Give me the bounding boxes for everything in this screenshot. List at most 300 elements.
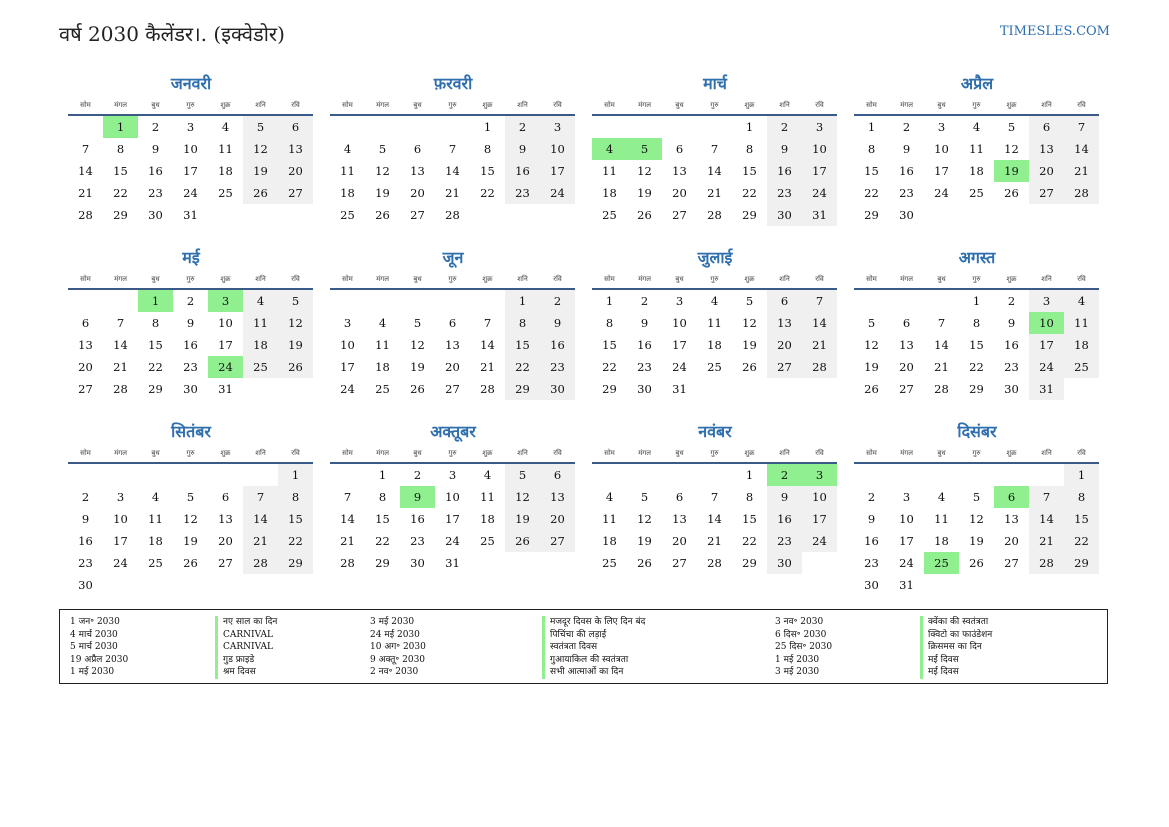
day-cell: 6	[675, 142, 684, 156]
day-cell: 17	[672, 338, 687, 352]
weekday-label: शनि	[1041, 275, 1052, 283]
day-cell: 31	[218, 382, 233, 396]
day-cell: 29	[742, 208, 757, 222]
day-cell: 6	[221, 490, 230, 504]
day-cell: 25	[340, 208, 355, 222]
day-cell: 11	[602, 164, 617, 178]
day-cell: 27	[445, 382, 460, 396]
day-cell: 28	[113, 382, 128, 396]
day-cell: 11	[480, 490, 495, 504]
day-cell: 3	[902, 490, 911, 504]
day-cell: 9	[151, 142, 160, 156]
day-cell: 11	[218, 142, 233, 156]
day-cell: 23	[148, 186, 163, 200]
day-cell: 28	[1064, 182, 1099, 204]
day-cell: 8	[505, 312, 540, 334]
weekday-label: शनि	[517, 449, 528, 457]
weekday-label: सोम	[604, 101, 615, 109]
day-cell: 19	[637, 186, 652, 200]
day-cell: 15	[480, 164, 495, 178]
empty-cell	[173, 574, 208, 596]
day-cell: 20	[1029, 160, 1064, 182]
day-cell: 8	[605, 316, 614, 330]
day-cell: 2	[413, 468, 422, 482]
empty-cell	[697, 116, 732, 138]
empty-cell	[138, 574, 173, 596]
weekday-label: गुरु	[186, 449, 195, 457]
weekday-label: मंगल	[114, 101, 127, 109]
day-cell: 22	[113, 186, 128, 200]
day-cell: 1	[505, 290, 540, 312]
empty-cell	[435, 290, 470, 312]
day-cell: 16	[767, 508, 802, 530]
day-cell: 26	[864, 382, 879, 396]
day-cell: 2	[640, 294, 649, 308]
empty-cell	[435, 116, 470, 138]
day-cell: 29	[375, 556, 390, 570]
day-cell: 3	[802, 464, 837, 486]
day-cell: 27	[540, 530, 575, 552]
day-cell: 7	[116, 316, 125, 330]
holiday-name: क्रिसमस का दिन	[928, 642, 982, 652]
day-cell: 17	[183, 164, 198, 178]
day-cell: 5	[413, 316, 422, 330]
week-row	[592, 464, 837, 486]
month-block	[68, 72, 314, 226]
day-cell: 5	[972, 490, 981, 504]
day-cell: 10	[218, 316, 233, 330]
day-cell: 6	[902, 316, 911, 330]
month-block	[592, 72, 838, 226]
day-cell: 22	[278, 530, 313, 552]
holiday-date: 10 अग॰ 2030	[370, 642, 426, 652]
weekday-label: शनि	[255, 449, 266, 457]
day-cell: 29	[113, 208, 128, 222]
empty-cell	[243, 378, 278, 400]
week-row	[592, 530, 837, 552]
weekday-label: गुरु	[710, 101, 719, 109]
day-cell: 12	[410, 338, 425, 352]
empty-cell	[889, 290, 924, 312]
day-cell: 24	[113, 556, 128, 570]
day-cell: 26	[243, 182, 278, 204]
day-cell: 25	[375, 382, 390, 396]
day-cell: 22	[148, 360, 163, 374]
month-title: अगस्त	[958, 248, 996, 267]
day-cell: 7	[243, 486, 278, 508]
day-cell: 10	[183, 142, 198, 156]
day-cell: 3	[1029, 290, 1064, 312]
day-cell: 30	[410, 556, 425, 570]
day-cell: 3	[675, 294, 684, 308]
day-cell: 20	[410, 186, 425, 200]
week-row	[330, 334, 575, 356]
day-cell: 2	[151, 120, 160, 134]
weekday-label: रवि	[815, 275, 824, 283]
week-row	[854, 574, 1099, 596]
month-title: मार्च	[703, 74, 727, 93]
weekday-label: गुरु	[972, 449, 981, 457]
day-cell: 17	[899, 534, 914, 548]
day-cell: 14	[445, 164, 460, 178]
empty-cell	[959, 204, 994, 226]
empty-cell	[592, 464, 627, 486]
day-cell: 30	[767, 204, 802, 226]
day-cell: 23	[637, 360, 652, 374]
day-cell: 14	[1064, 138, 1099, 160]
day-cell: 14	[113, 338, 128, 352]
week-row	[592, 356, 837, 378]
holiday-name: स्वतंत्रता दिवस	[550, 642, 598, 652]
day-cell: 11	[602, 512, 617, 526]
weekday-label: बुध	[937, 101, 946, 109]
empty-cell	[103, 290, 138, 312]
page-title: वर्ष 2030 कैलेंडर।. (इक्वेडोर)	[59, 22, 285, 46]
week-row	[854, 486, 1099, 508]
day-cell: 19	[994, 160, 1029, 182]
holiday-list	[59, 609, 1108, 684]
day-cell: 5	[627, 138, 662, 160]
weekday-label: रवि	[291, 101, 300, 109]
empty-cell	[208, 464, 243, 486]
day-cell: 29	[602, 382, 617, 396]
week-row	[592, 116, 837, 138]
empty-cell	[103, 574, 138, 596]
empty-cell	[924, 464, 959, 486]
day-cell: 9	[867, 512, 876, 526]
week-row	[68, 378, 313, 400]
day-cell: 4	[378, 316, 387, 330]
day-cell: 11	[969, 142, 984, 156]
day-cell: 16	[78, 534, 93, 548]
weekday-label: रवि	[553, 275, 562, 283]
day-cell: 23	[767, 530, 802, 552]
day-cell: 2	[505, 116, 540, 138]
weekday-header	[68, 270, 313, 290]
week-row	[592, 486, 837, 508]
day-cell: 10	[934, 142, 949, 156]
empty-cell	[103, 464, 138, 486]
empty-cell	[697, 464, 732, 486]
empty-cell	[243, 204, 278, 226]
holiday-name: मजदूर दिवस के लिए दिन बंद	[550, 617, 646, 627]
day-cell: 21	[802, 334, 837, 356]
empty-cell	[924, 290, 959, 312]
day-cell: 18	[375, 360, 390, 374]
day-cell: 21	[1064, 160, 1099, 182]
day-cell: 10	[672, 316, 687, 330]
day-cell: 2	[767, 464, 802, 486]
day-cell: 17	[802, 508, 837, 530]
day-cell: 12	[637, 512, 652, 526]
holiday-name: मई दिवस	[928, 654, 959, 665]
day-cell: 14	[707, 512, 722, 526]
holiday-date: 6 दिस॰ 2030	[775, 629, 827, 640]
day-cell: 7	[710, 490, 719, 504]
day-cell: 15	[505, 334, 540, 356]
day-cell: 6	[994, 486, 1029, 508]
day-cell: 4	[937, 490, 946, 504]
day-cell: 20	[672, 186, 687, 200]
weekday-label: मंगल	[638, 449, 651, 457]
weekday-label: बुध	[675, 275, 684, 283]
empty-cell	[802, 378, 837, 400]
day-cell: 9	[767, 486, 802, 508]
day-cell: 28	[934, 382, 949, 396]
holiday-name: गुआयाकिल की स्वतंत्रता	[550, 654, 629, 665]
empty-cell	[1064, 378, 1099, 400]
week-row	[330, 204, 575, 226]
day-cell: 26	[410, 382, 425, 396]
day-cell: 18	[480, 512, 495, 526]
weekday-label: शनि	[517, 275, 528, 283]
day-cell: 30	[767, 552, 802, 574]
day-cell: 27	[218, 556, 233, 570]
day-cell: 23	[183, 360, 198, 374]
day-cell: 9	[1007, 316, 1016, 330]
weekday-label: शनि	[779, 275, 790, 283]
day-cell: 10	[802, 486, 837, 508]
day-cell: 22	[864, 186, 879, 200]
day-cell: 28	[1029, 552, 1064, 574]
day-cell: 21	[340, 534, 355, 548]
day-cell: 10	[113, 512, 128, 526]
weekday-label: बुध	[151, 449, 160, 457]
weekday-label: बुध	[151, 275, 160, 283]
day-cell: 6	[81, 316, 90, 330]
day-cell: 27	[672, 208, 687, 222]
day-cell: 30	[78, 578, 93, 592]
day-cell: 10	[340, 338, 355, 352]
holiday-name: नए साल का दिन	[223, 617, 278, 627]
day-cell: 28	[802, 356, 837, 378]
day-cell: 5	[378, 142, 387, 156]
weekday-label: सोम	[80, 449, 91, 457]
weekday-header	[592, 96, 837, 116]
weekday-label: गुरु	[972, 101, 981, 109]
holiday-name: पिचिंचा की लड़ाई	[550, 629, 607, 640]
site-link[interactable]: TIMESLES.COM	[999, 24, 1110, 39]
day-cell: 16	[540, 334, 575, 356]
day-cell: 26	[637, 208, 652, 222]
month-block	[330, 72, 576, 226]
weekday-label: बुध	[151, 101, 160, 109]
weekday-label: शुक्र	[482, 449, 493, 457]
day-cell: 11	[934, 512, 949, 526]
day-cell: 2	[902, 120, 911, 134]
holiday-date: 1 मई 2030	[775, 654, 820, 665]
empty-cell	[802, 552, 837, 574]
holiday-name: CARNIVAL	[223, 629, 273, 640]
day-cell: 12	[742, 316, 757, 330]
day-cell: 24	[802, 530, 837, 552]
day-cell: 2	[540, 290, 575, 312]
empty-cell	[697, 378, 732, 400]
day-cell: 12	[278, 312, 313, 334]
weekday-label: मंगल	[376, 449, 389, 457]
day-cell: 19	[864, 360, 879, 374]
month-block	[854, 246, 1100, 400]
day-cell: 17	[934, 164, 949, 178]
day-cell: 15	[602, 338, 617, 352]
day-cell: 9	[640, 316, 649, 330]
day-cell: 9	[540, 312, 575, 334]
weekday-header	[854, 96, 1099, 116]
week-row	[592, 160, 837, 182]
weekday-label: सोम	[866, 449, 877, 457]
day-cell: 24	[208, 356, 243, 378]
weekday-label: बुध	[413, 101, 422, 109]
holiday-date: 1 मई 2030	[70, 667, 115, 677]
day-cell: 17	[113, 534, 128, 548]
day-cell: 4	[243, 290, 278, 312]
day-cell: 23	[1004, 360, 1019, 374]
day-cell: 13	[899, 338, 914, 352]
weekday-header	[68, 96, 313, 116]
day-cell: 25	[218, 186, 233, 200]
day-cell: 9	[400, 486, 435, 508]
week-row	[592, 138, 837, 160]
day-cell: 6	[413, 142, 422, 156]
weekday-label: रवि	[553, 101, 562, 109]
holiday-names-column	[542, 616, 645, 679]
day-cell: 19	[969, 534, 984, 548]
week-row	[854, 160, 1099, 182]
empty-cell	[278, 378, 313, 400]
week-row	[854, 378, 1099, 400]
week-row	[68, 334, 313, 356]
day-cell: 27	[767, 356, 802, 378]
week-row	[854, 116, 1099, 138]
weekday-label: गुरु	[186, 101, 195, 109]
day-cell: 19	[637, 534, 652, 548]
holiday-date: 24 मई 2030	[370, 629, 420, 640]
month-title: मई	[182, 248, 200, 267]
day-cell: 24	[672, 360, 687, 374]
day-cell: 22	[742, 186, 757, 200]
weekday-label: शुक्र	[744, 449, 755, 457]
day-cell: 14	[707, 164, 722, 178]
day-cell: 29	[505, 378, 540, 400]
week-row	[330, 530, 575, 552]
week-row	[68, 552, 313, 574]
day-cell: 7	[343, 490, 352, 504]
month-block	[592, 420, 838, 574]
empty-cell	[662, 116, 697, 138]
weekday-label: बुध	[413, 449, 422, 457]
weekday-label: शुक्र	[482, 275, 493, 283]
week-row	[592, 508, 837, 530]
week-row	[592, 290, 837, 312]
day-cell: 18	[243, 334, 278, 356]
day-cell: 23	[505, 182, 540, 204]
day-cell: 18	[1064, 334, 1099, 356]
day-cell: 3	[343, 316, 352, 330]
day-cell: 22	[1064, 530, 1099, 552]
day-cell: 8	[378, 490, 387, 504]
day-cell: 7	[710, 142, 719, 156]
day-cell: 17	[340, 360, 355, 374]
day-cell: 11	[148, 512, 163, 526]
week-row	[854, 334, 1099, 356]
week-row	[68, 160, 313, 182]
day-cell: 1	[138, 290, 173, 312]
day-cell: 19	[742, 338, 757, 352]
weekday-label: सोम	[80, 275, 91, 283]
empty-cell	[138, 464, 173, 486]
day-cell: 29	[1064, 552, 1099, 574]
month-block	[330, 420, 576, 574]
day-cell: 24	[540, 182, 575, 204]
week-row	[854, 356, 1099, 378]
empty-cell	[470, 290, 505, 312]
day-cell: 14	[802, 312, 837, 334]
day-cell: 10	[1029, 312, 1064, 334]
day-cell: 5	[278, 290, 313, 312]
day-cell: 5	[867, 316, 876, 330]
day-cell: 15	[1064, 508, 1099, 530]
month-title: फ़रवरी	[433, 74, 473, 93]
empty-cell	[505, 552, 540, 574]
day-cell: 15	[864, 164, 879, 178]
day-cell: 2	[1007, 294, 1016, 308]
weekday-label: शुक्र	[1006, 275, 1017, 283]
day-cell: 8	[278, 486, 313, 508]
day-cell: 7	[448, 142, 457, 156]
holiday-name: क्वेंका की स्वतंत्रता	[928, 617, 989, 627]
weekday-label: रवि	[815, 101, 824, 109]
weekday-header	[68, 444, 313, 464]
weekday-label: शनि	[255, 101, 266, 109]
empty-cell	[278, 204, 313, 226]
day-cell: 27	[278, 182, 313, 204]
weekday-label: रवि	[1077, 449, 1086, 457]
weekday-label: बुध	[675, 101, 684, 109]
day-cell: 22	[480, 186, 495, 200]
week-row	[330, 486, 575, 508]
weekday-label: शुक्र	[744, 275, 755, 283]
week-row	[330, 356, 575, 378]
day-cell: 4	[1064, 290, 1099, 312]
day-cell: 11	[340, 164, 355, 178]
day-cell: 15	[742, 164, 757, 178]
holiday-date: 3 मई 2030	[775, 667, 820, 677]
day-cell: 28	[243, 552, 278, 574]
day-cell: 10	[445, 490, 460, 504]
day-cell: 18	[148, 534, 163, 548]
week-row	[854, 464, 1099, 486]
day-cell: 8	[972, 316, 981, 330]
weekday-label: मंगल	[900, 449, 913, 457]
day-cell: 26	[969, 556, 984, 570]
empty-cell	[592, 116, 627, 138]
week-row	[854, 290, 1099, 312]
holiday-date: 3 नव॰ 2030	[775, 617, 824, 627]
day-cell: 1	[972, 294, 981, 308]
day-cell: 3	[802, 116, 837, 138]
empty-cell	[627, 464, 662, 486]
day-cell: 9	[902, 142, 911, 156]
weekday-header	[592, 444, 837, 464]
empty-cell	[540, 204, 575, 226]
day-cell: 11	[243, 312, 278, 334]
empty-cell	[470, 552, 505, 574]
day-cell: 19	[410, 360, 425, 374]
day-cell: 8	[151, 316, 160, 330]
week-row	[330, 552, 575, 574]
day-cell: 30	[540, 378, 575, 400]
day-cell: 4	[343, 142, 352, 156]
